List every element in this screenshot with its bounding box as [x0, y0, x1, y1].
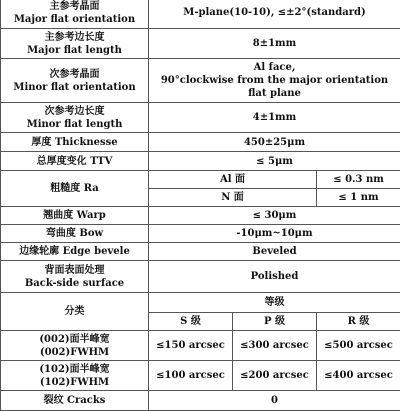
row-thickness [1, 133, 400, 152]
value-cell: 4±1mm [149, 103, 400, 133]
value-cell: Beveled [149, 243, 400, 261]
value-cell-s: ≤100 arcsec [149, 361, 233, 391]
label-cn: 主参考边长度 [3, 31, 146, 44]
value-cell [149, 59, 400, 103]
label-cell [1, 59, 149, 103]
value-cell-r: ≤500 arcsec [317, 331, 400, 361]
label-cell: 翘曲度 Warp [1, 207, 149, 225]
label-cn: 次参考晶面 [3, 68, 146, 81]
label-cell: 弯曲度 Bow [1, 225, 149, 243]
grade-header-cell: 等级 [149, 293, 400, 313]
label-cell: 边缘轮廓 Edge bevele [1, 243, 149, 261]
value-cell-r: ≤400 arcsec [317, 361, 400, 391]
face-cell: Al 面 [149, 171, 317, 189]
row-minor-flat-length [1, 103, 400, 133]
value-cell: 0 [149, 391, 400, 411]
label-cell [1, 103, 149, 133]
label-en: Minor flat length [3, 118, 146, 131]
value-cell: M-plane(10-10), ≤±2°(standard) [149, 0, 400, 29]
row-cracks [1, 391, 400, 411]
row-bow [1, 225, 400, 243]
value-cell: 8±1mm [149, 29, 400, 59]
label-en: Major flat orientation [3, 13, 146, 26]
value-line-1: Al face, [151, 61, 398, 74]
grade-r-cell: R 级 [317, 313, 400, 331]
row-fwhm-102 [1, 361, 400, 391]
label-cn: 主参考晶面 [3, 0, 146, 13]
value-cell: ≤ 0.3 nm [317, 171, 400, 189]
label-cell: (102)面半峰宽 (102)FWHM [1, 361, 149, 391]
label-en: Minor flat orientation [3, 81, 146, 94]
face-cell: N 面 [149, 189, 317, 207]
label-cell [1, 29, 149, 59]
value-cell: Polished [149, 261, 400, 293]
row-warp [1, 207, 400, 225]
value-cell-p: ≤300 arcsec [233, 331, 317, 361]
grade-p-cell: P 级 [233, 313, 317, 331]
label-cell [1, 0, 149, 29]
value-cell: -10μm~10μm [149, 225, 400, 243]
value-cell: ≤ 30μm [149, 207, 400, 225]
label-cell: 粗糙度 Ra [1, 171, 149, 207]
label-cell [1, 261, 149, 293]
grade-s-cell: S 级 [149, 313, 233, 331]
label-cell: 分类 [1, 293, 149, 331]
value-cell: ≤ 5μm [149, 152, 400, 171]
label-cell: (002)面半峰宽 (002)FWHM [1, 331, 149, 361]
label-cell: 裂纹 Cracks [1, 391, 149, 411]
label-cn: 次参考边长度 [3, 105, 146, 118]
label-cn: 背面表面处理 [3, 264, 146, 277]
row-backside [1, 261, 400, 293]
value-cell: ≤ 1 nm [317, 189, 400, 207]
value-cell-p: ≤200 arcsec [233, 361, 317, 391]
label-cell: 总厚度变化 TTV [1, 152, 149, 171]
value-line-2: 90°clockwise from the major orientation flat plane [151, 74, 398, 100]
row-major-flat-orientation [1, 0, 400, 29]
label-en: Major flat length [3, 44, 146, 57]
row-major-flat-length [1, 29, 400, 59]
label-cell: 厚度 Thicknesse [1, 133, 149, 152]
row-ttv [1, 152, 400, 171]
row-roughness-al [1, 171, 400, 189]
row-fwhm-002 [1, 331, 400, 361]
row-grade-header [1, 293, 400, 313]
value-cell: 450±25μm [149, 133, 400, 152]
row-minor-flat-orientation [1, 59, 400, 103]
label-en: Back-side surface [3, 277, 146, 290]
value-cell-s: ≤150 arcsec [149, 331, 233, 361]
row-edge [1, 243, 400, 261]
